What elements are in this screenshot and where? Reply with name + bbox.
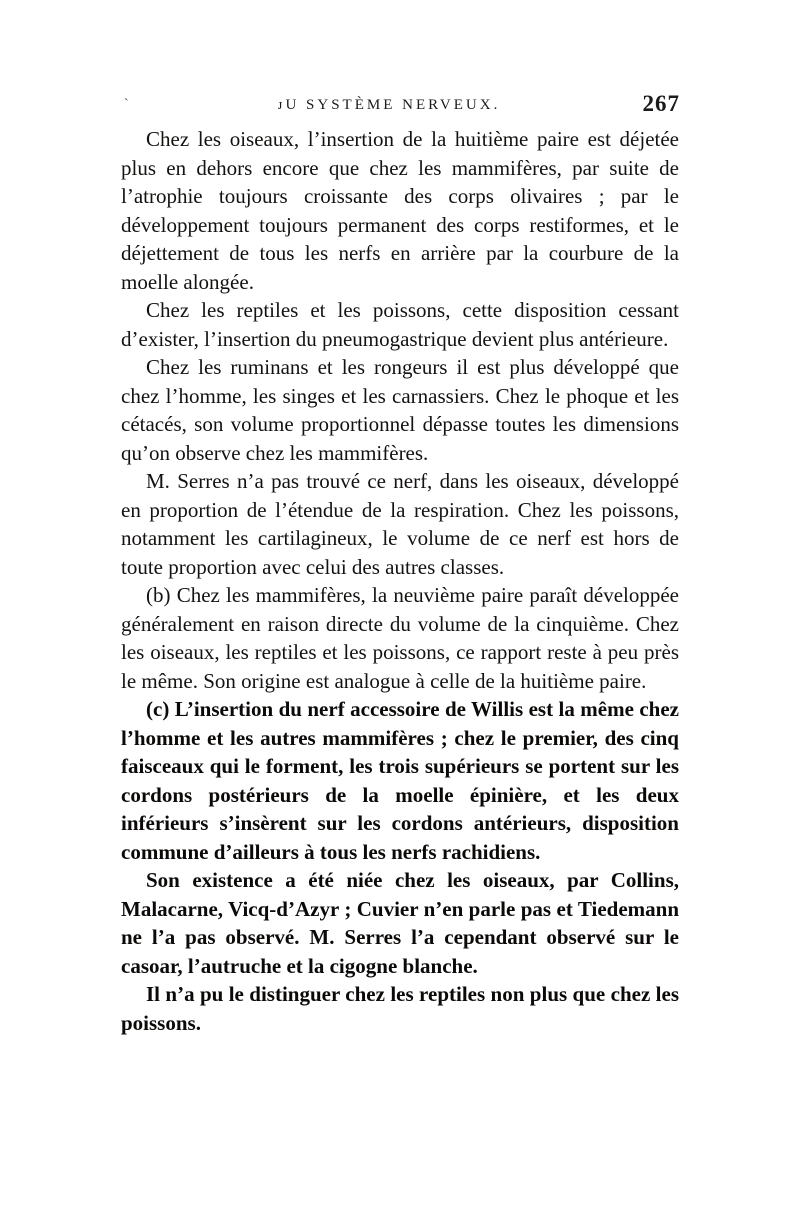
paragraph-note-b: (b) Chez les mammifères, la neuvième paire paraît développée généralement en raison directe du volume de la cinquième. Chez les oiseaux, les reptiles et les poissons, ce rapport reste à peu près le même. Son origine est analogue à celle de la huitième paire. bbox=[121, 583, 679, 693]
body-text bbox=[121, 125, 679, 1037]
running-head bbox=[120, 93, 680, 123]
stray-mark: ` bbox=[124, 97, 129, 112]
paragraph-existence: Son existence a été niée chez les oiseaux, par Collins, Malacarne, Vicq-d’Azyr ; Cuvier n’en parle pas et Tiedemann ne l’a pas observé. M. Serres l’a cependant observé sur le casoar, l’autruche et la cigogne blanche. bbox=[121, 868, 679, 978]
paragraph-note-c: (c) L’insertion du nerf accessoire de Willis est la même chez l’homme et les autres mammifères ; chez le premier, des cinq faisceaux qui le forment, les trois supérieurs se portent sur les cordons postérieurs de la moelle épinière, et les deux inférieurs s’insèrent sur les cordons antérieurs, disposition commune d’ailleurs à tous les nerfs rachidiens. bbox=[121, 697, 679, 864]
paragraph-birds-insertion: Chez les oiseaux, l’insertion de la huitième paire est déjetée plus en dehors encore que chez les mammifères, par suite de l’atrophie toujours croissante des corps olivaires ; par le développement toujours permanent des corps restiformes, et le déjettement de tous les nerfs en arrière par la courbure de la moelle alongée. bbox=[121, 127, 679, 294]
running-title: ᴊU SYSTÈME NERVEUX. bbox=[278, 97, 501, 113]
paragraph-serres-birds: M. Serres n’a pas trouvé ce nerf, dans les oiseaux, développé en proportion de l’étendue de la respiration. Chez les poissons, notamment les cartilagineux, le volume de ce nerf est hors de toute proportion avec celui des autres classes. bbox=[121, 469, 679, 579]
paragraph-final: Il n’a pu le distinguer chez les reptiles non plus que chez les poissons. bbox=[121, 982, 679, 1035]
page-number: 267 bbox=[642, 91, 680, 116]
paragraph-reptiles-fish: Chez les reptiles et les poissons, cette disposition cessant d’exister, l’insertion du pneumogastrique devient plus antérieure. bbox=[121, 298, 679, 351]
paragraph-ruminants: Chez les ruminans et les rongeurs il est plus développé que chez l’homme, les singes et les carnassiers. Chez le phoque et les cétacés, son volume proportionnel dépasse toutes les dimensions qu’on observe chez les mammifères. bbox=[121, 355, 679, 465]
